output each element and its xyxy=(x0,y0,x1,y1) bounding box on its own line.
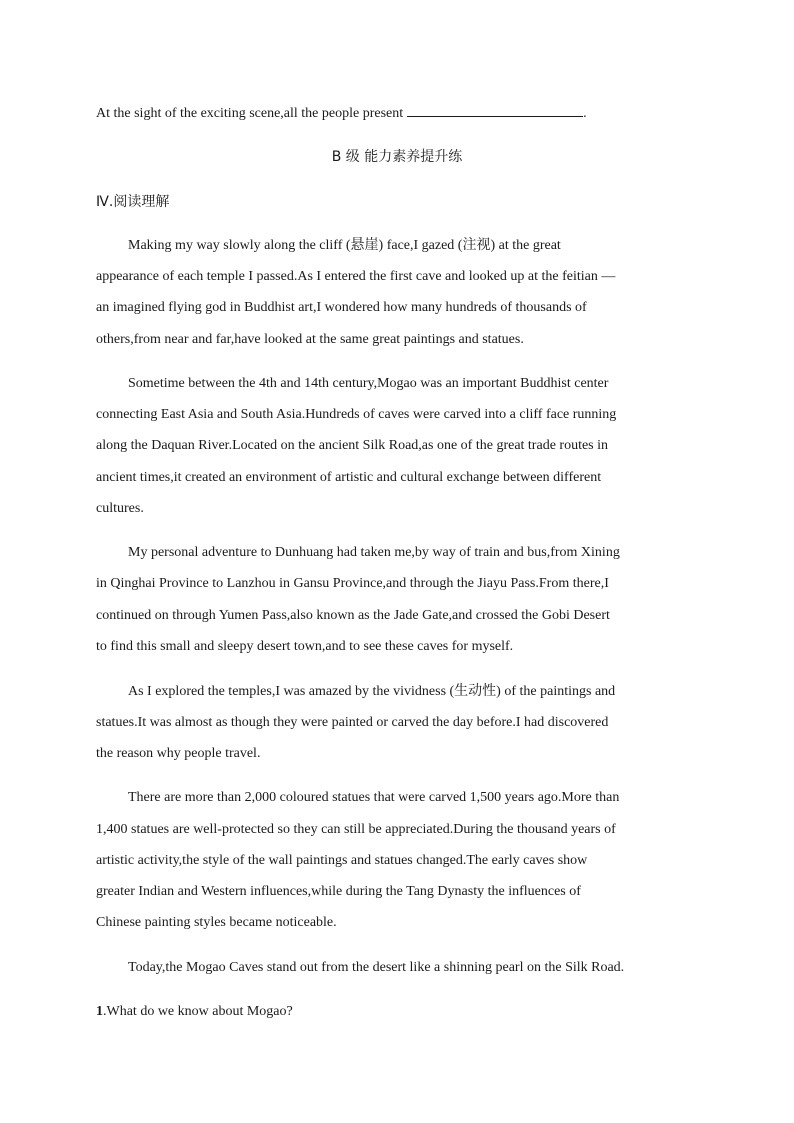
paragraph-line: others,from near and far,have looked at the same great paintings and statues. xyxy=(96,332,524,347)
answer-blank[interactable] xyxy=(407,104,583,117)
level-heading: B 级 能力素养提升练 xyxy=(331,149,463,165)
paragraph-line: Today,the Mogao Caves stand out from the desert like a shinning pearl on the Silk Road. xyxy=(128,960,625,975)
paragraph-line: Sometime between the 4th and 14th century,Mogao was an important Buddhist center xyxy=(128,376,609,391)
paragraph-line: ancient times,it created an environment of artistic and cultural exchange between different xyxy=(96,470,602,485)
paragraph-line: to find this small and sleepy desert town,and to see these caves for myself. xyxy=(96,639,514,654)
paragraph-line: connecting East Asia and South Asia.Hundreds of caves were carved into a cliff face running xyxy=(96,407,617,422)
paragraph-line: along the Daquan River.Located on the ancient Silk Road,as one of the great trade routes in xyxy=(96,438,609,453)
fill-sentence-text: At the sight of the exciting scene,all the people present xyxy=(96,106,404,121)
paragraph-line: continued on through Yumen Pass,also known as the Jade Gate,and crossed the Gobi Desert xyxy=(96,608,610,623)
question-number: 1 xyxy=(96,1004,103,1019)
paragraph-line: Chinese painting styles became noticeable. xyxy=(96,915,337,930)
paragraph-line: in Qinghai Province to Lanzhou in Gansu Province,and through the Jiayu Pass.From there,I xyxy=(96,576,609,591)
paragraph-line: There are more than 2,000 coloured statues that were carved 1,500 years ago.More than xyxy=(128,790,620,805)
paragraph-line: the reason why people travel. xyxy=(96,746,261,761)
paragraph-line: 1,400 statues are well-protected so they can still be appreciated.During the thousand years of xyxy=(96,822,616,837)
section-title: Ⅳ.阅读理解 xyxy=(96,194,170,210)
question-1 xyxy=(96,1003,293,1021)
paragraph-line: Making my way slowly along the cliff (悬崖) face,I gazed (注视) at the great xyxy=(128,238,561,253)
question-text: .What do we know about Mogao? xyxy=(103,1004,293,1019)
paragraph-line: appearance of each temple I passed.As I entered the first cave and looked up at the feitian — xyxy=(96,269,616,284)
fill-sentence-end: . xyxy=(583,106,587,121)
paragraph-line: statues.It was almost as though they were painted or carved the day before.I had discovered xyxy=(96,715,609,730)
paragraph-line: an imagined flying god in Buddhist art,I wondered how many hundreds of thousands of xyxy=(96,300,587,315)
fill-sentence xyxy=(96,104,587,123)
paragraph-line: As I explored the temples,I was amazed by the vividness (生动性) of the paintings and xyxy=(128,684,616,699)
paragraph-line: cultures. xyxy=(96,501,144,516)
paragraph-line: greater Indian and Western influences,while during the Tang Dynasty the influences of xyxy=(96,884,581,899)
paragraph-line: artistic activity,the style of the wall paintings and statues changed.The early caves show xyxy=(96,853,588,868)
paragraph-line: My personal adventure to Dunhuang had taken me,by way of train and bus,from Xining xyxy=(128,545,620,560)
